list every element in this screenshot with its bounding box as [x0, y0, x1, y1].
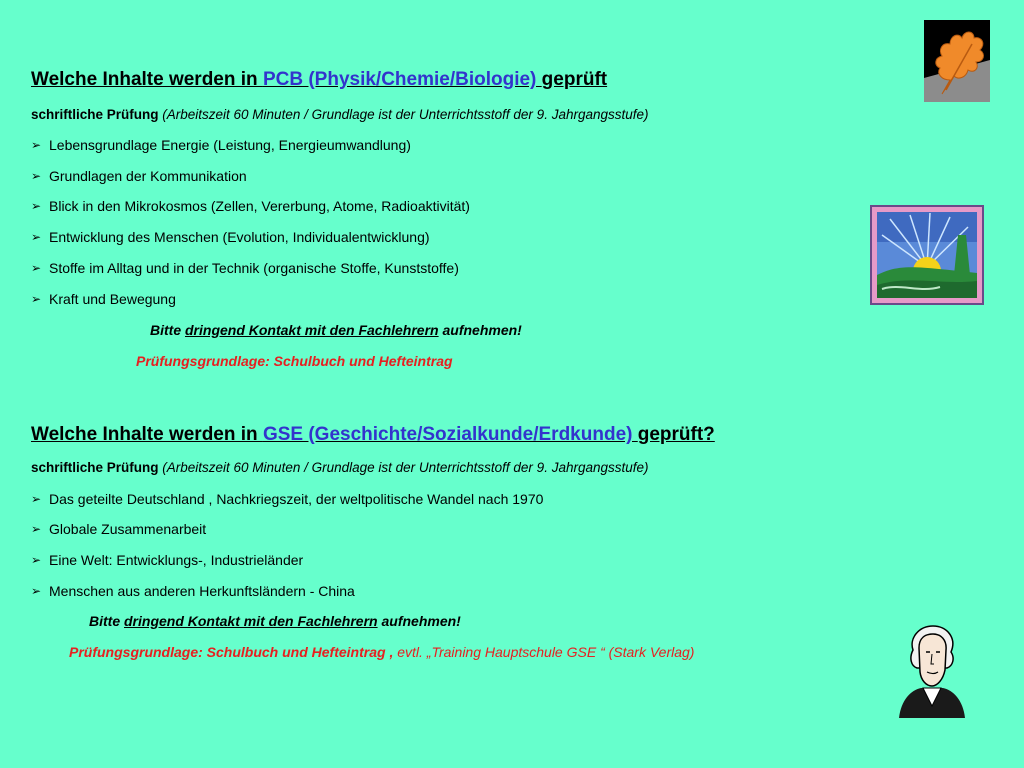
- gse-exam-detail: (Arbeitszeit 60 Minuten / Grundlage ist der Unterrichtsstoff der 9. Jahrgangsstufe): [158, 460, 649, 475]
- arrow-bullet-icon: ➢: [31, 138, 42, 152]
- oak-leaf-icon: [924, 20, 990, 102]
- pcb-item-text: Blick in den Mikrokosmos (Zellen, Vererbung, Atome, Radioaktivität): [49, 198, 470, 214]
- pcb-heading-post: geprüft: [541, 69, 608, 90]
- pcb-item: [31, 260, 459, 276]
- washington-portrait-icon: [895, 620, 969, 718]
- gse-item-text: Eine Welt: Entwicklungs-, Industrieländer: [49, 552, 304, 568]
- gse-item-text: Das geteilte Deutschland , Nachkriegszeit, der weltpolitische Wandel nach 1970: [49, 491, 544, 507]
- pcb-item: [31, 291, 176, 307]
- pcb-contact-note: [150, 322, 522, 338]
- arrow-bullet-icon: ➢: [31, 169, 42, 183]
- pcb-heading-subject: PCB (Physik/Chemie/Biologie): [262, 69, 542, 90]
- gse-contact-post: aufnehmen!: [377, 613, 461, 629]
- gse-contact-pre: Bitte: [89, 613, 124, 629]
- gse-heading: [31, 424, 715, 446]
- pcb-contact-pre: Bitte: [150, 322, 185, 338]
- pcb-item-text: Grundlagen der Kommunikation: [49, 168, 247, 184]
- sunrise-landscape-icon: [870, 205, 984, 305]
- pcb-heading: [31, 69, 607, 91]
- pcb-item-text: Lebensgrundlage Energie (Leistung, Energieumwandlung): [49, 137, 411, 153]
- gse-heading-pre: Welche Inhalte werden in: [31, 424, 263, 445]
- gse-contact-underlined: dringend Kontakt mit den Fachlehrern: [124, 613, 378, 629]
- gse-basis-bold: Prüfungsgrundlage: Schulbuch und Hefteintrag ,: [69, 644, 398, 660]
- gse-exam-line: [31, 460, 649, 475]
- gse-item: [31, 491, 543, 507]
- gse-heading-subject: GSE (Geschichte/Sozialkunde/Erdkunde): [262, 424, 638, 445]
- gse-basis-rest: evtl. „Training Hauptschule GSE “ (Stark Verlag): [397, 644, 695, 660]
- gse-contact-note: [89, 613, 461, 629]
- arrow-bullet-icon: ➢: [31, 230, 42, 244]
- pcb-exam-line: [31, 107, 649, 122]
- pcb-item: [31, 229, 430, 245]
- pcb-item: [31, 198, 470, 214]
- arrow-bullet-icon: ➢: [31, 522, 42, 536]
- arrow-bullet-icon: ➢: [31, 492, 42, 506]
- pcb-exam-label: schriftliche Prüfung: [31, 107, 159, 122]
- gse-item-text: Globale Zusammenarbeit: [49, 521, 207, 537]
- arrow-bullet-icon: ➢: [31, 553, 42, 567]
- pcb-heading-pre: Welche Inhalte werden in: [31, 69, 263, 90]
- gse-item: [31, 552, 303, 568]
- arrow-bullet-icon: ➢: [31, 199, 42, 213]
- gse-exam-label: schriftliche Prüfung: [31, 460, 159, 475]
- pcb-basis: Prüfungsgrundlage: Schulbuch und Hefteintrag: [136, 353, 453, 369]
- gse-item-text: Menschen aus anderen Herkunftsländern - China: [49, 583, 355, 599]
- gse-item: [31, 521, 206, 537]
- pcb-item: [31, 137, 411, 153]
- pcb-item-text: Stoffe im Alltag und in der Technik (organische Stoffe, Kunststoffe): [49, 260, 459, 276]
- gse-basis: [69, 644, 694, 660]
- arrow-bullet-icon: ➢: [31, 584, 42, 598]
- pcb-contact-post: aufnehmen!: [438, 322, 522, 338]
- pcb-item-text: Kraft und Bewegung: [49, 291, 176, 307]
- pcb-exam-detail: (Arbeitszeit 60 Minuten / Grundlage ist der Unterrichtsstoff der 9. Jahrgangsstufe): [158, 107, 649, 122]
- gse-item: [31, 583, 355, 599]
- arrow-bullet-icon: ➢: [31, 292, 42, 306]
- pcb-item-text: Entwicklung des Menschen (Evolution, Individualentwicklung): [49, 229, 430, 245]
- arrow-bullet-icon: ➢: [31, 261, 42, 275]
- gse-heading-post: geprüft?: [637, 424, 715, 445]
- pcb-contact-underlined: dringend Kontakt mit den Fachlehrern: [185, 322, 439, 338]
- pcb-item: [31, 168, 247, 184]
